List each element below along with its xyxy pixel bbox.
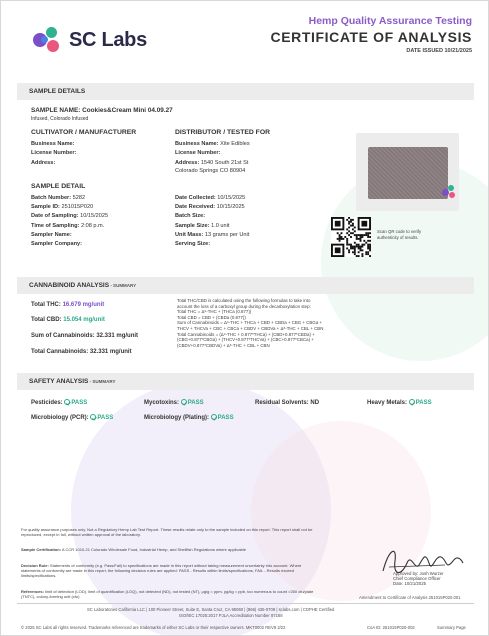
- date-issued: DATE ISSUED 10/21/2025: [406, 48, 472, 54]
- sample-detail-left-field-0: Batch Number: 5282: [31, 195, 86, 201]
- sample-certification: Sample Certification: A CCR 1010-21 Colorado Wholesale Food, Industrial Hemp, and Shellfish Regulations where applicable: [21, 547, 247, 552]
- safety-heading: SAFETY ANALYSIS: [29, 378, 89, 385]
- logo-dot-pink: [47, 40, 59, 52]
- logo-dot-green: [46, 27, 57, 38]
- total-cbd: Total CBD: 15.054 mg/unit: [31, 317, 105, 323]
- logo-dot-blue: [41, 36, 48, 43]
- sample-detail-left-field-2: Date of Sampling: 10/15/2025: [31, 213, 109, 220]
- decision-rule: Decision Rule: Statements of conformity (e.g. Pass/Fail) to specifications are made in this report without taking measurement uncertainty into account. Where statements of conformity are made in this report, the following decision rules are applied: PASS - Results within limits/specifications, FAIL - Results exceed limits/specifications.: [21, 563, 302, 579]
- distributor-address: Address: 1540 South 21st St: [175, 160, 249, 166]
- pass-check-icon: [181, 399, 187, 405]
- sample-detail-right-field-1: Date Received: 10/15/2025: [175, 204, 245, 211]
- sample-detail-left-field-1: Sample ID: 251015P020: [31, 204, 94, 211]
- formula-line: Total CBD = CBD + (CBDa (0.877)): [177, 314, 246, 320]
- heavy-metals-result: Heavy Metals: PASS: [367, 400, 432, 406]
- logo-text: SC Labs: [69, 29, 147, 51]
- cultivator-heading: CULTIVATOR / MANUFACTURER: [31, 129, 137, 136]
- footer-page: Summary Page: [437, 625, 466, 630]
- distributor-address-line2: Colorado Springs CO 80904: [175, 168, 246, 174]
- footer-address: SC Laboratories California LLC | 100 Pioneer Street, Suite E, Santa Cruz, CA 95060 | (866) 435-0709 | sclabs.com | CDPHE Certified: [87, 607, 335, 612]
- cultivator-license-label: License Number:: [31, 150, 77, 156]
- product-photo: [356, 133, 459, 211]
- sum-of-cannabinoids: Sum of Cannabinoids: 32.331 mg/unit: [31, 333, 139, 339]
- distributor-business: Business Name: Xite Edibles: [175, 141, 250, 147]
- pass-check-icon: [90, 414, 96, 420]
- sample-detail-right-field-4: Unit Mass: 13 grams per Unit: [175, 231, 250, 238]
- formula-line: THCV + THCVa + CBC + CBCa + CBDV + CBDVa + Δ⁸-THC + CBL + CBN: [177, 325, 324, 331]
- header-subtitle: Hemp Quality Assurance Testing: [308, 15, 472, 27]
- disclaimer-text: For quality assurance purposes only. Not a Regulatory Hemp Lab Test Report. These results relate only to the sample included on this report. This report shall not be reproduced, except in full, without written approval of the laboratory.: [21, 527, 313, 538]
- cultivator-business-label: Business Name:: [31, 141, 75, 147]
- formula-line: (CBG+0.877*CBGa) + (THCV+0.877*THCVa) + (CBC+0.877*CBCa) +: [177, 337, 314, 343]
- sample-detail-right-field-2: Batch Size:: [175, 213, 206, 220]
- cannabinoid-band: CANNABINOID ANALYSIS - SUMMARY: [17, 277, 474, 294]
- header-titles: [270, 15, 472, 54]
- sample-type: Infused, Colorado Infused: [31, 116, 89, 122]
- sample-detail-left-field-3: Time of Sampling: 2:08 p.m.: [31, 222, 105, 229]
- approved-by: Approved by: Josh Wurzer: [393, 571, 444, 576]
- formula-line: Total THC = Δ⁹-THC + (THCa (0.877)): [177, 309, 252, 315]
- total-cannabinoids: Total Cannabinoids: 32.331 mg/unit: [31, 349, 132, 355]
- footer-coa-id: CoA ID: 251015P020-002: [367, 625, 415, 630]
- cannabinoid-heading: CANNABINOID ANALYSIS: [29, 282, 110, 289]
- approver-role: Chief Compliance Officer: [393, 576, 441, 581]
- formula-line: account the loss of a carboxyl group during the decarboxylation step:: [177, 303, 311, 309]
- pass-check-icon: [64, 399, 70, 405]
- formula-line: Total THC/CBD is calculated using the following formulas to take into: [177, 298, 311, 303]
- pesticides-result: Pesticides: PASS: [31, 400, 88, 406]
- sc-labs-logo: [33, 27, 173, 55]
- page-title: CERTIFICATE OF ANALYSIS: [270, 29, 472, 45]
- sample-detail-heading: SAMPLE DETAIL: [31, 183, 86, 190]
- footer-iso: ISO/IEC 17025:2017 PJLA Accreditation Number 87168: [179, 613, 283, 618]
- micro-plating-result: Microbiology (Plating): PASS: [144, 415, 234, 421]
- sample-details-heading: SAMPLE DETAILS: [29, 88, 86, 95]
- pass-check-icon: [409, 399, 415, 405]
- amendment-note: Amendment to Certificate of Analysis 251015P020.001: [359, 595, 461, 600]
- product-bar-image: [368, 147, 448, 199]
- product-logo-icon: [442, 185, 456, 199]
- cultivator-address-label: Address:: [31, 160, 56, 166]
- formula-line: Sum of Cannabinoids = Δ⁹-THC + THCa + CBD + CBDa + CBG + CBGa +: [177, 320, 322, 326]
- total-thc: Total THC: 16.679 mg/unit: [31, 302, 105, 308]
- footer-copyright: © 2025 SC Labs all rights reserved. Trademarks referenced are trademarks of either SC Labs or their respective owners. MKT0002 REV9 2/22: [21, 625, 286, 630]
- logo-dots-icon: [33, 27, 63, 55]
- qr-code-icon[interactable]: [331, 217, 371, 257]
- pass-check-icon: [211, 414, 217, 420]
- references: References: limit of detection (LOD), limit of quantification (LOQ), not detected (ND), not tested (NT), μg/g = ppm, pg/kg = ppb, too numerous to count >250 cfu/plate (TNTC), colony-forming unit (cfu): [21, 589, 314, 600]
- cannabinoid-formula: [177, 298, 347, 348]
- approval-date: Date: 10/21/2025: [393, 581, 426, 586]
- footer-divider: [17, 603, 474, 604]
- sample-detail-left-field-4: Sampler Name:: [31, 231, 72, 238]
- sample-detail-right-field-5: Serving Size:: [175, 241, 211, 247]
- sample-details-band: [17, 83, 474, 100]
- sample-detail-left-field-5: Sampler Company:: [31, 241, 82, 247]
- sample-name: SAMPLE NAME: Cookies&Cream Mini 04.09.27: [31, 107, 173, 114]
- safety-band: SAFETY ANALYSIS - SUMMARY: [17, 373, 474, 390]
- distributor-license-label: License Number:: [175, 150, 221, 156]
- formula-line: (CBDV+0.877*CBDVa) + Δ⁸-THC + CBL + CBN: [177, 342, 270, 348]
- solvents-result: Residual Solvents: ND: [255, 400, 320, 406]
- micro-pcr-result: Microbiology (PCR): PASS: [31, 415, 114, 421]
- sample-detail-right-field-3: Sample Size: 1.0 unit: [175, 222, 230, 229]
- distributor-heading: DISTRIBUTOR / TESTED FOR: [175, 129, 271, 136]
- sample-detail-right-field-0: Date Collected: 10/15/2025: [175, 195, 246, 201]
- qr-note: Scan QR code to verify authenticity of results.: [377, 229, 422, 240]
- mycotoxins-result: Mycotoxins: PASS: [144, 400, 204, 406]
- formula-line: Total Cannabinoids = (Δ⁹-THC + 0.877*THCa) + (CBD+0.877*CBDa) +: [177, 331, 315, 337]
